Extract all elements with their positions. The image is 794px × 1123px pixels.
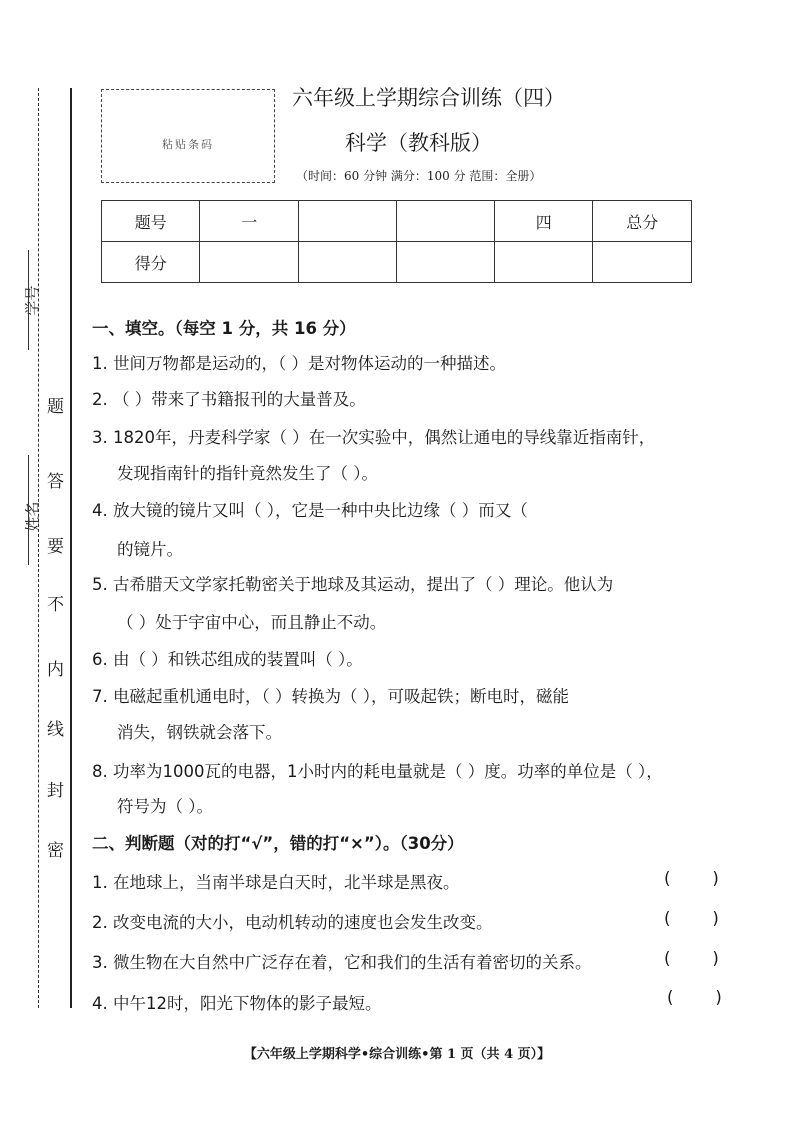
score-table: [101, 200, 692, 283]
judge-item: 2. 改变电流的大小，电动机转动的速度也会发生改变。: [92, 913, 493, 932]
question-line: 8. 功率为1000瓦的电器，1小时内的耗电量就是（ ）度。功率的单位是（ ），: [92, 762, 663, 781]
question-line: 4. 放大镜的镜片又叫（ ），它是一种中央比边缘（ ）而又（: [92, 501, 528, 520]
score-input-cell[interactable]: [494, 242, 592, 283]
page-subtitle: 科学（教科版）: [345, 131, 492, 155]
judge-item: 3. 微生物在大自然中广泛存在着，它和我们的生活有着密切的关系。: [92, 953, 592, 972]
question-line: 符号为（ ）。: [117, 797, 213, 816]
question-line: 的镜片。: [117, 540, 183, 559]
seal-char: 封: [47, 781, 64, 801]
question-line: 7. 电磁起重机通电时，（ ）转换为（ ），可吸起铁；断电时，磁能: [92, 687, 569, 706]
judge-item: 1. 在地球上，当南半球是白天时，北半球是黑夜。: [92, 873, 460, 892]
score-table-score-row: [102, 242, 692, 283]
seal-char: 要: [47, 537, 64, 557]
score-input-cell[interactable]: [200, 242, 298, 283]
table-cell: 得分: [102, 242, 200, 283]
question-line: 3. 1820年，丹麦科学家（ ）在一次实验中，偶然让通电的导线靠近指南针，: [92, 428, 656, 447]
seal-char: 题: [47, 397, 64, 417]
question-line: 消失，钢铁就会落下。: [117, 723, 282, 742]
score-input-cell[interactable]: [593, 242, 692, 283]
exam-meta: （时间：60 分钟 满分：100 分 范围：全册）: [296, 169, 542, 183]
binding-dashed-line: [38, 88, 39, 1008]
score-table-header-row: [102, 201, 692, 242]
question-line: 发现指南针的指针竟然发生了（ ）。: [117, 464, 378, 483]
page-title: 六年级上学期综合训练（四）: [292, 86, 565, 110]
seal-char: 答: [47, 472, 64, 492]
name-line: [28, 455, 29, 565]
score-input-cell[interactable]: [396, 242, 494, 283]
table-cell: 四: [494, 201, 592, 242]
page-footer: 【六年级上学期科学•综合训练•第 1 页（共 4 页）】: [243, 1047, 551, 1062]
table-cell: 一: [200, 201, 298, 242]
question-line: 5. 古希腊天文学家托勒密关于地球及其运动，提出了（ ）理论。他认为: [92, 575, 614, 594]
seal-char: 密: [47, 841, 64, 861]
table-cell: 总分: [593, 201, 692, 242]
table-cell: [298, 201, 396, 242]
answer-blank[interactable]: ( ): [664, 949, 719, 968]
seal-char: 不: [47, 595, 64, 615]
score-input-cell[interactable]: [298, 242, 396, 283]
question-line: 1. 世间万物都是运动的，（ ）是对物体运动的一种描述。: [92, 354, 506, 373]
judge-item: 4. 中午12时，阳光下物体的影子最短。: [92, 994, 382, 1013]
question-line: （ ）处于宇宙中心，而且静止不动。: [117, 613, 387, 632]
seal-char: 线: [47, 720, 64, 740]
student-id-line: [28, 250, 29, 350]
answer-blank[interactable]: ( ): [667, 988, 722, 1007]
answer-blank[interactable]: ( ): [664, 869, 719, 888]
question-line: 2. （ ）带来了书籍报刊的大量普及。: [92, 390, 366, 409]
table-cell: [396, 201, 494, 242]
binding-solid-line: [70, 88, 72, 1008]
name-label: 姓名: [23, 501, 42, 532]
answer-blank[interactable]: ( ): [664, 909, 719, 928]
student-id-label: 学号: [23, 285, 42, 316]
barcode-area: [101, 89, 275, 183]
table-cell: 题号: [102, 201, 200, 242]
section2-heading: 二、判断题（对的打“√”，错的打“×”）。（30分）: [92, 834, 464, 853]
section1-heading: 一、填空。（每空 1 分，共 16 分）: [92, 319, 356, 338]
question-line: 6. 由（ ）和铁芯组成的装置叫（ ）。: [92, 650, 363, 669]
barcode-label: 粘贴条码: [162, 138, 214, 151]
seal-char: 内: [47, 660, 64, 680]
